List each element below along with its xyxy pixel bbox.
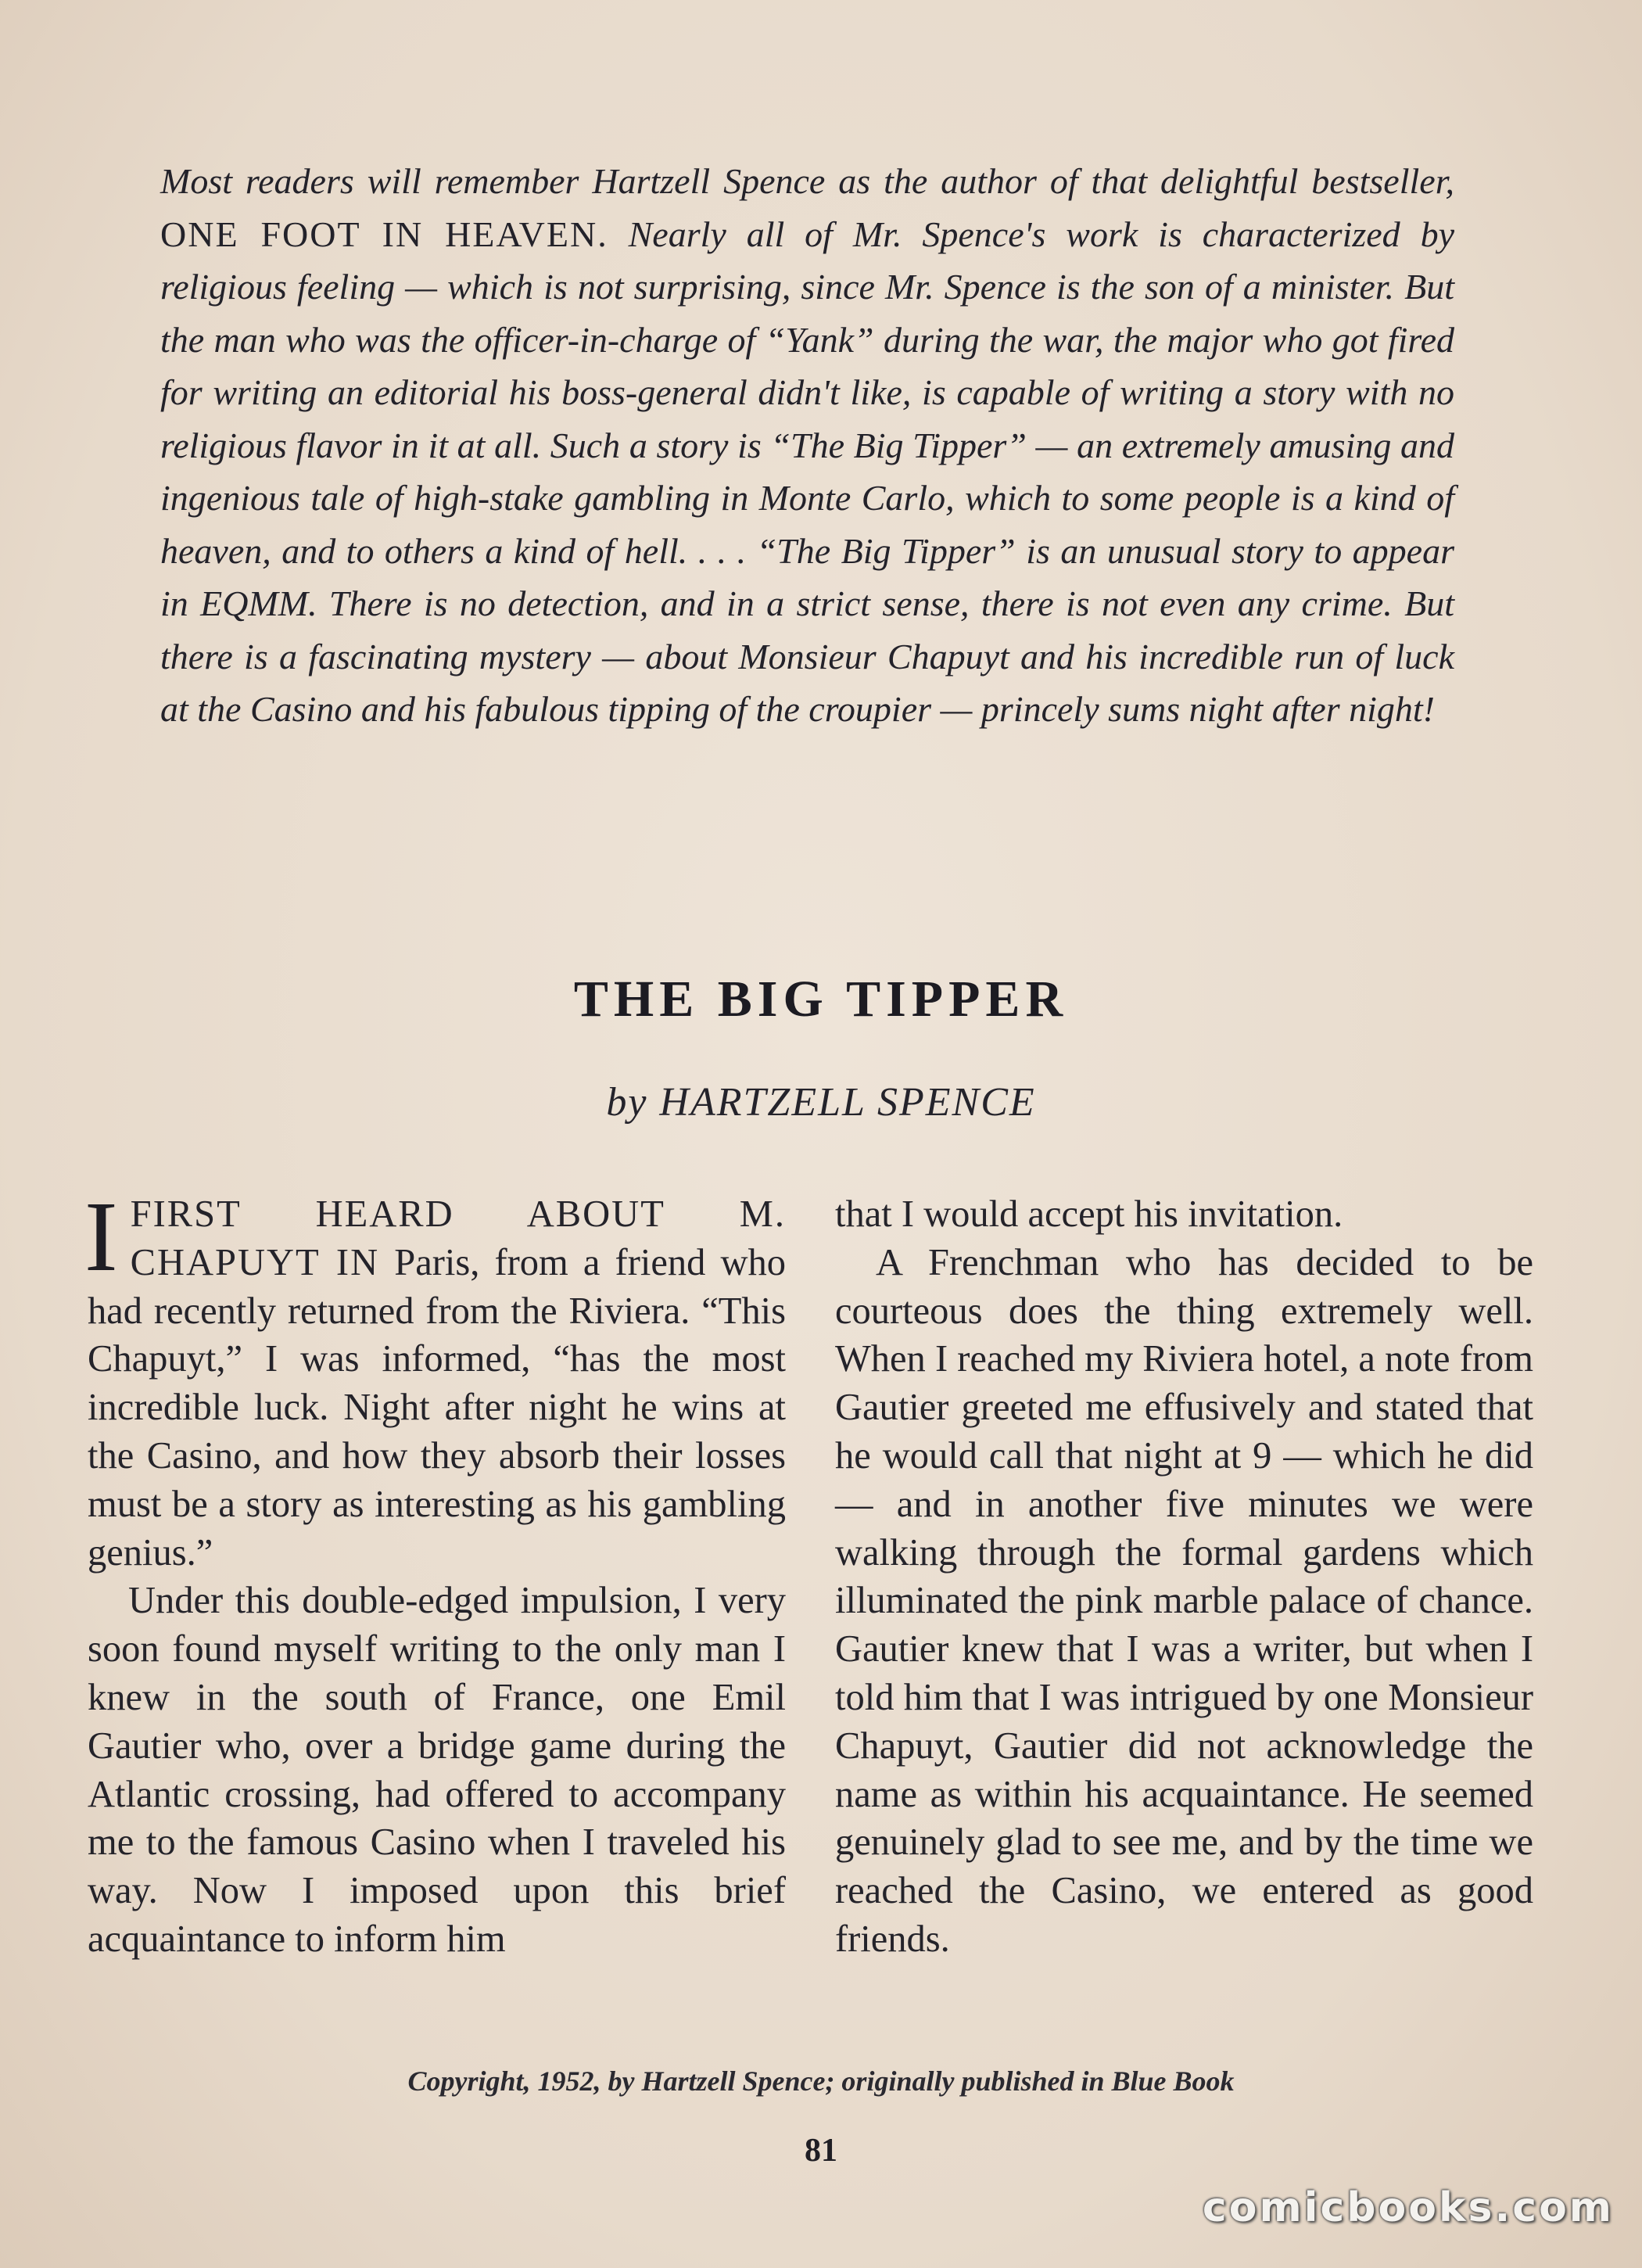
intro-text-rest: Nearly all of Mr. Spence's work is characterized by religious feeling — which is not surprising, since Mr. Spence is the son of a minister. But the man who was the officer-in-charge of “Yank” during the war, the major who got fired for writing an editorial his boss-general didn't like, is capable of writing a story with no religious flavor in it at all. Such a story is “The Big Tipper” — an extremely amusing and ingenious tale of high-stake gambling in Monte Carlo, which to some people is a kind of heaven, and to others a kind of hell. . . . “The Big Tipper” is an unusual story to appear in EQMM. There is no detection, and in a strict sense, there is not even any crime. But there is a fascinating mystery — about Monsieur Chapuyt and his incredible run of luck at the Casino and his fabulous tipping of the croupier — princely sums night after night! — [160, 214, 1454, 729]
intro-paragraph — [160, 155, 1454, 736]
story-paragraph-2-continued: that I would accept his invitation. — [835, 1193, 1343, 1235]
copyright-notice: Copyright, 1952, by Hartzell Spence; originally published in Blue Book — [407, 2065, 1235, 2097]
page-number: 81 — [805, 2133, 837, 2169]
intro-text-start: Most readers will remember Hartzell Spence as the author of that delightful bestseller, — [160, 161, 1454, 201]
story-byline: by HARTZELL SPENCE — [606, 1080, 1036, 1125]
story-title: THE BIG TIPPER — [573, 971, 1069, 1028]
lead-in-caps: FIRST HEARD ABOUT M. CHAPUYT IN — [130, 1193, 786, 1283]
drop-cap: I — [84, 1181, 118, 1292]
story-paragraph-3: A Frenchman who has decided to be courteous does the thing extremely well. When I reached my Riviera hotel, a note from Gautier greeted me effusively and stated that he would call that night at 9 — which he did — and in another five minutes we were walking through the formal gardens which illuminated the pink marble palace of chance. Gautier knew that I was a writer, but when I told him that I was intrigued by one Monsieur Chapuyt, Gautier did not acknowledge the name as within his acquaintance. He seemed genuinely glad to see me, and by the time we reached the Casino, we entered as good friends. — [835, 1241, 1533, 1960]
story-column-left — [84, 1181, 786, 1964]
story-paragraph-1 — [84, 1181, 786, 1577]
story-paragraph-2: Under this double-edged impulsion, I very soon found myself writing to the only man I knew in the south of France, one Emil Gautier who, over a bridge game during the Atlantic crossing, had offered to accompany me to the famous Casino when I traveled his way. Now I imposed upon this brief acquaintance to inform him — [88, 1580, 786, 1960]
intro-book-title: ONE FOOT IN HEAVEN. — [160, 214, 608, 254]
story-column-right — [835, 1190, 1533, 1964]
site-watermark: comicbooks.com — [1202, 2184, 1614, 2231]
paragraph-1-text: Paris, from a friend who had recently returned from the Riviera. “This Chapuyt,” I was informed, “has the most incredible luck. Night after night he wins at the Casino, and how they absorb their losses must be a story as interesting as his gambling genius.” — [88, 1241, 786, 1574]
